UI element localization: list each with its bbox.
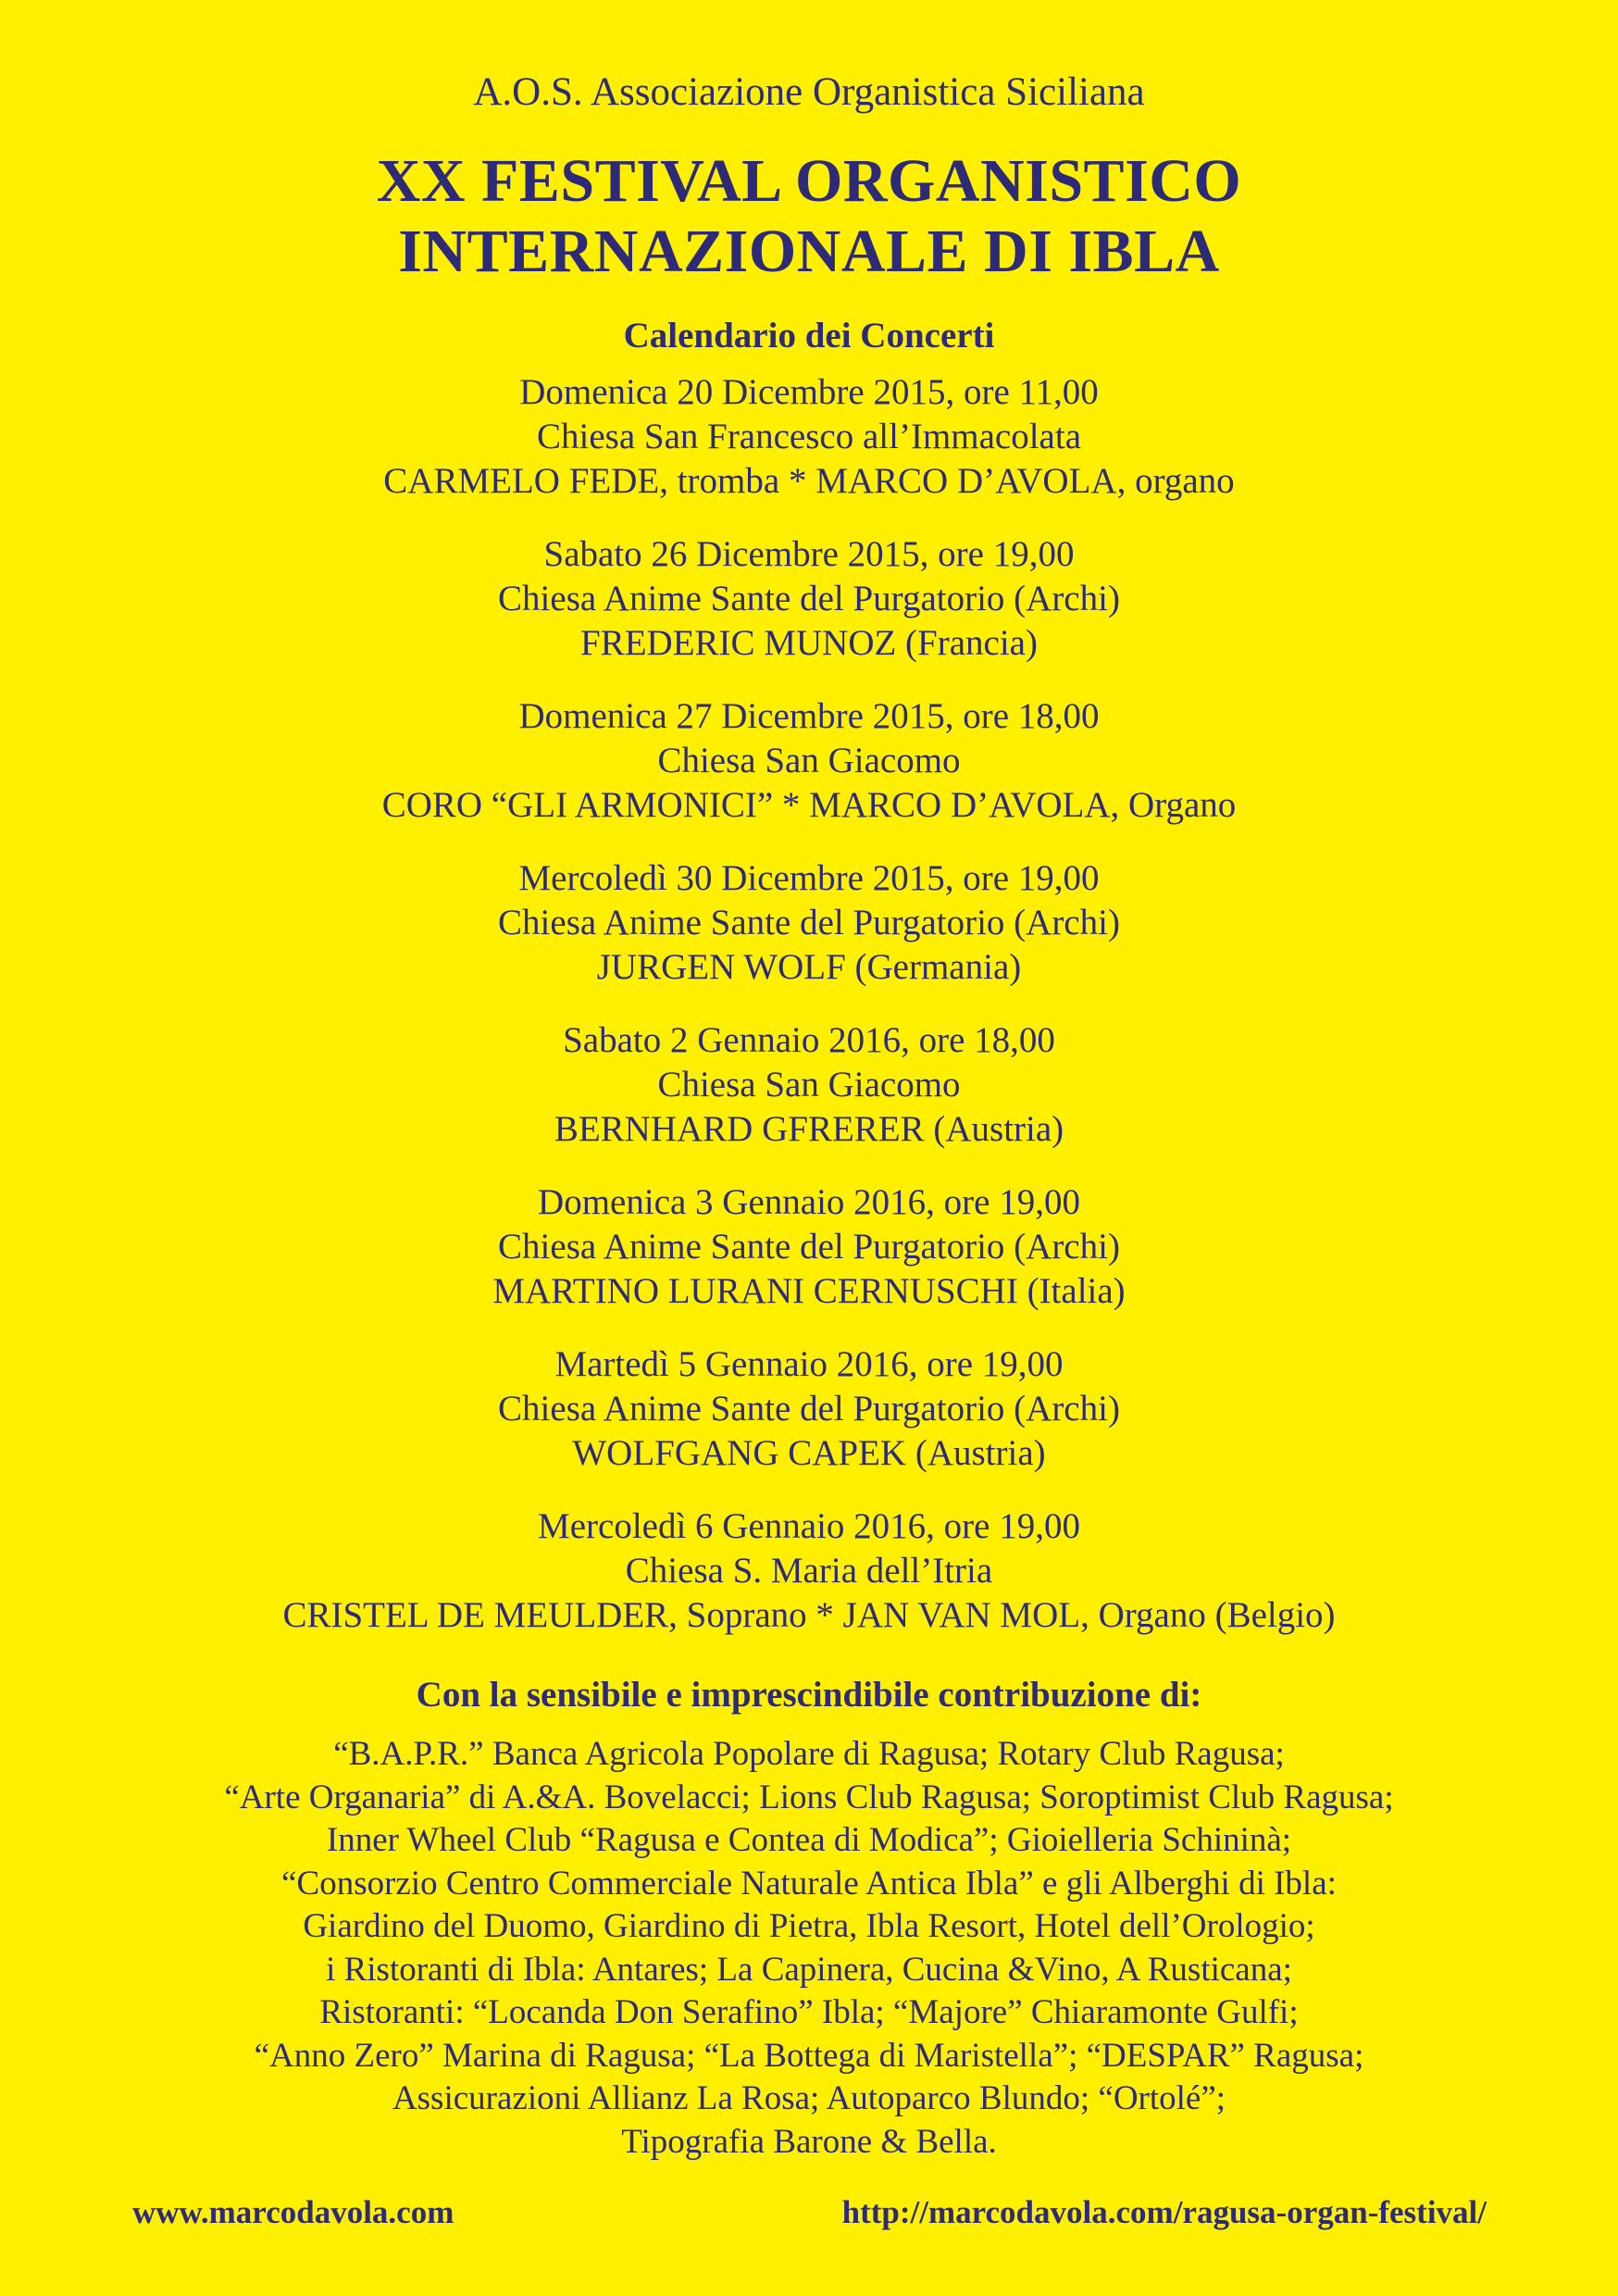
sponsor-line: “B.A.P.R.” Banca Agricola Popolare di Ragusa; Rotary Club Ragusa; (333, 1735, 1285, 1773)
website-link[interactable]: www.marcodavola.com (132, 2194, 454, 2230)
sponsor-line: Assicurazioni Allianz La Rosa; Autoparco Blundo; “Ortolé”; (392, 2079, 1226, 2117)
sponsors-heading: Con la sensibile e imprescindibile contribuzione di: (416, 1675, 1202, 1715)
sponsor-line: Ristoranti: “Locanda Don Serafino” Ibla; “Majore” Chiaramonte Gulfi; (319, 1993, 1299, 2031)
sponsor-line: Inner Wheel Club “Ragusa e Contea di Modica”; Gioielleria Schininà; (326, 1821, 1292, 1859)
concert-performers: JURGEN WOLF (Germania) (596, 947, 1022, 987)
concert-entry (0, 856, 1618, 1018)
concert-performers: MARTINO LURANI CERNUSCHI (Italia) (492, 1271, 1126, 1311)
concert-entry (0, 1342, 1618, 1504)
concert-venue: Chiesa Anime Sante del Purgatorio (Archi) (498, 579, 1120, 618)
concert-performers: BERNHARD GFRERER (Austria) (554, 1109, 1064, 1149)
sponsor-line: “Arte Organaria” di A.&A. Bovelacci; Lions Club Ragusa; Soroptimist Club Ragusa; (224, 1778, 1394, 1816)
concert-performers: FREDERIC MUNOZ (Francia) (580, 623, 1038, 663)
concert-venue: Chiesa San Giacomo (657, 741, 961, 780)
sponsor-line: i Ristoranti di Ibla: Antares; La Capinera, Cucina &Vino, A Rusticana; (326, 1950, 1292, 1989)
festival-title-line-2: INTERNAZIONALE DI IBLA (398, 218, 1220, 285)
concert-date: Mercoledì 6 Gennaio 2016, ore 19,00 (538, 1506, 1080, 1546)
concert-performers: CORO “GLI ARMONICI” * MARCO D’AVOLA, Organo (381, 785, 1237, 825)
festival-title (0, 146, 1618, 287)
concert-venue: Chiesa San Giacomo (657, 1065, 961, 1104)
concert-date: Mercoledì 30 Dicembre 2015, ore 19,00 (518, 858, 1100, 898)
concert-date: Sabato 26 Dicembre 2015, ore 19,00 (543, 534, 1075, 574)
concert-entry (0, 1180, 1618, 1342)
concert-performers: CRISTEL DE MEULDER, Soprano * JAN VAN MOL, Organo (Belgio) (282, 1595, 1336, 1635)
sponsor-line: Giardino del Duomo, Giardino di Pietra, Ibla Resort, Hotel dell’Orologio; (303, 1907, 1315, 1945)
concert-venue: Chiesa San Francesco all’Immacolata (536, 417, 1082, 456)
concert-performers: WOLFGANG CAPEK (Austria) (572, 1433, 1046, 1473)
sponsor-line: “Consorzio Centro Commerciale Naturale Antica Ibla” e gli Alberghi di Ibla: (281, 1864, 1337, 1903)
concert-date: Domenica 20 Dicembre 2015, ore 11,00 (519, 372, 1099, 412)
concert-entry (0, 532, 1618, 694)
concert-entry (0, 694, 1618, 856)
concert-list (0, 370, 1618, 1666)
sponsors-list (0, 1733, 1618, 2164)
concert-date: Sabato 2 Gennaio 2016, ore 18,00 (563, 1020, 1055, 1060)
calendar-heading: Calendario dei Concerti (623, 316, 995, 356)
festival-title-line-1: XX FESTIVAL ORGANISTICO (376, 147, 1242, 215)
concert-venue: Chiesa S. Maria dell’Itria (625, 1551, 993, 1591)
concert-performers: CARMELO FEDE, tromba * MARCO D’AVOLA, organo (383, 461, 1235, 501)
concert-entry (0, 1018, 1618, 1180)
sponsor-line: “Anno Zero” Marina di Ragusa; “La Bottega di Maristella”; “DESPAR” Ragusa; (254, 2036, 1364, 2075)
sponsor-line: Tipografia Barone & Bella. (621, 2122, 997, 2161)
concert-venue: Chiesa Anime Sante del Purgatorio (Archi) (498, 1227, 1120, 1267)
concert-venue: Chiesa Anime Sante del Purgatorio (Archi) (498, 903, 1120, 942)
organization-name: A.O.S. Associazione Organistica Siciliana (473, 70, 1145, 114)
concert-venue: Chiesa Anime Sante del Purgatorio (Archi) (498, 1389, 1120, 1429)
festival-url-link[interactable]: http://marcodavola.com/ragusa-organ-festival/ (841, 2194, 1487, 2230)
concert-entry (0, 370, 1618, 532)
concert-date: Domenica 3 Gennaio 2016, ore 19,00 (538, 1182, 1080, 1222)
concert-date: Domenica 27 Dicembre 2015, ore 18,00 (518, 696, 1100, 736)
concert-date: Martedì 5 Gennaio 2016, ore 19,00 (554, 1344, 1064, 1384)
concert-entry (0, 1504, 1618, 1666)
